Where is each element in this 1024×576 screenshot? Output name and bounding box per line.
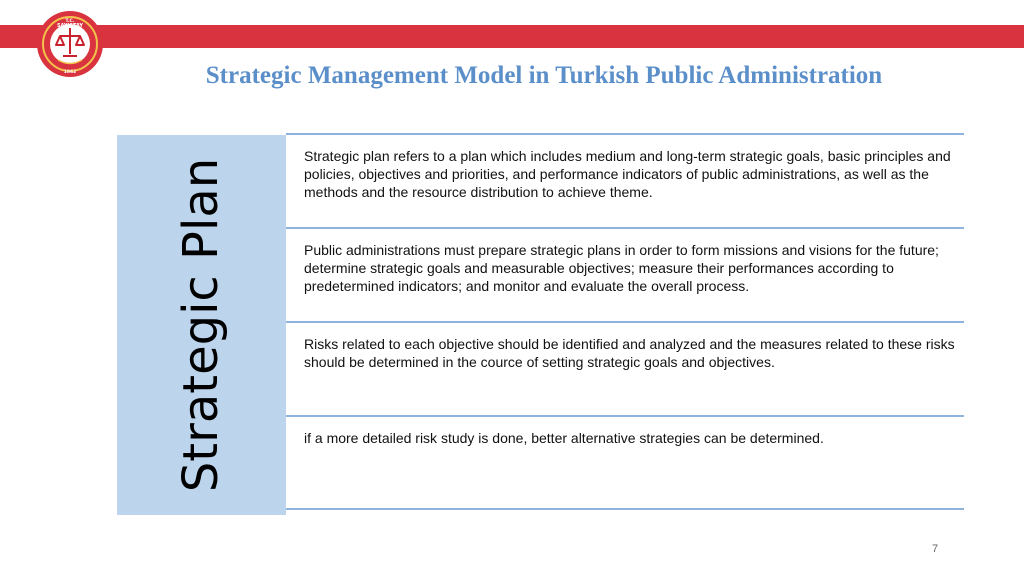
list-item [286, 227, 964, 321]
svg-text:SAYIŞTAY: SAYIŞTAY [56, 23, 84, 29]
list-item [286, 415, 964, 510]
list-item-text: Strategic plan refers to a plan which includes medium and long-term strategic goals, basic principles and policies, objectives and priorities, and performance indicators of public administrations, as well as the methods and the resource distribution to achieve theme. [304, 148, 951, 200]
list-item-text: Public administrations must prepare strategic plans in order to form missions and visions for the future; determine strategic goals and measurable objectives; measure their performances according to predetermined indicators; and monitor and evaluate the overall process. [304, 242, 939, 294]
svg-text:T.C.: T.C. [65, 19, 75, 24]
svg-text:1862: 1862 [63, 70, 77, 75]
page-title: Strategic Management Model in Turkish Public Administration [205, 62, 883, 89]
list-item-text: if a more detailed risk study is done, better alternative strategies can be determined. [304, 430, 824, 446]
strategic-plan-panel [117, 135, 286, 515]
strategic-plan-label: Strategic Plan [173, 157, 229, 493]
page-number: 7 [932, 543, 939, 555]
list-item-text: Risks related to each objective should be identified and analyzed and the measures related to these risks should be determined in the cource of setting strategic goals and objectives. [304, 336, 955, 370]
header-band [0, 25, 1024, 48]
list-item [286, 321, 964, 415]
list-item [286, 133, 964, 227]
content-list [286, 133, 964, 510]
